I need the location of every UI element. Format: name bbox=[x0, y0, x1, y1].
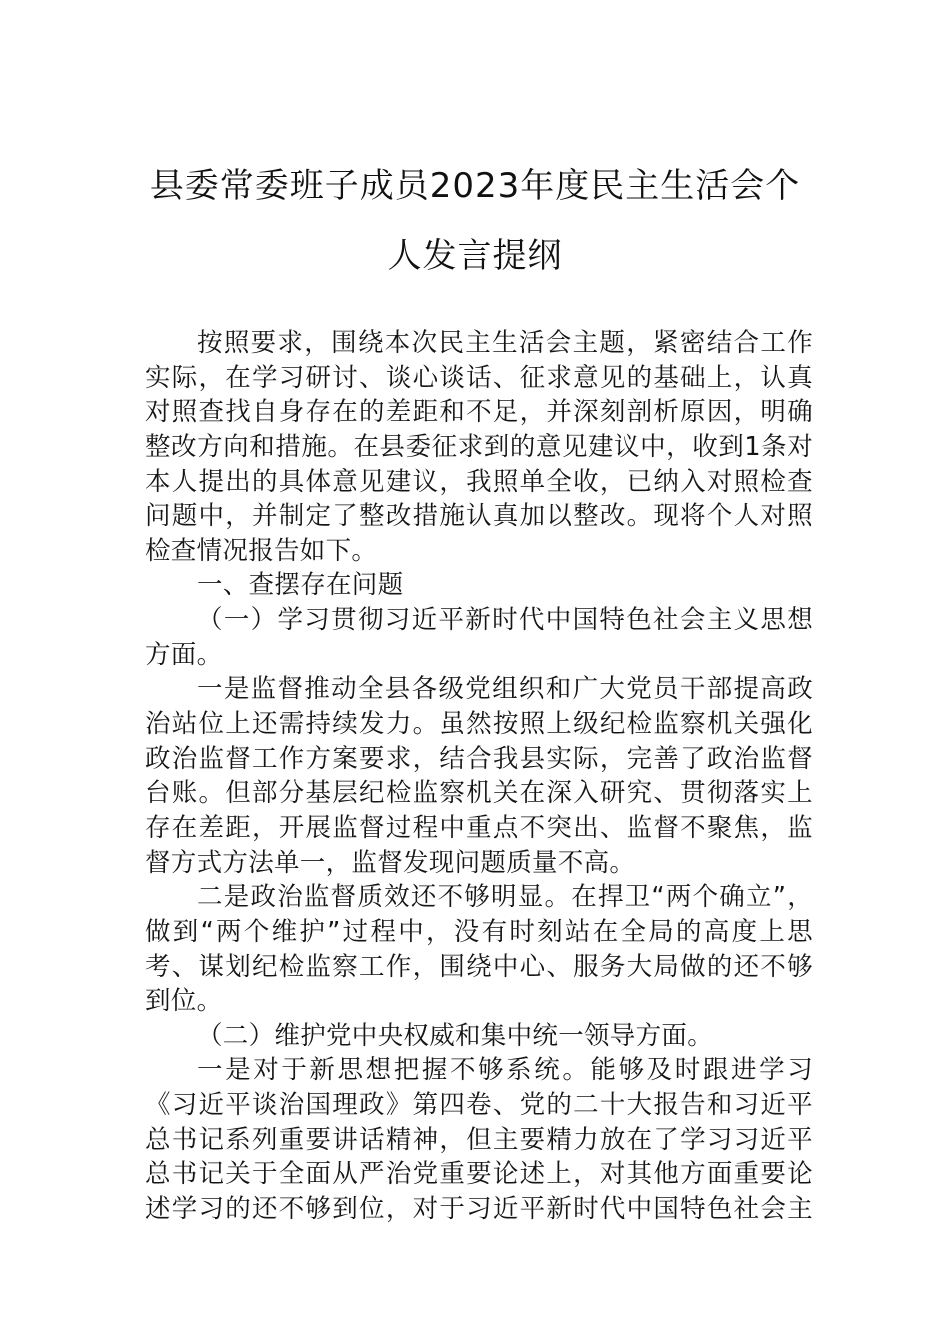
paragraph-line: 本人提出的具体意见建议，我照单全收，已纳入对照检查 bbox=[145, 466, 813, 497]
subsection-heading-line: 方面。 bbox=[145, 639, 223, 670]
paragraph-line: 治站位上还需持续发力。虽然按照上级纪检监察机关强化 bbox=[145, 709, 813, 740]
paragraph-line: 问题中，并制定了整改措施认真加以整改。现将个人对照 bbox=[145, 501, 813, 532]
paragraph-line: 做到“两个维护”过程中，没有时刻站在全局的高度上思 bbox=[145, 916, 813, 947]
subsection-heading-line: （一）学习贯彻习近平新时代中国特色社会主义思想 bbox=[197, 605, 813, 636]
paragraph-line: 总书记系列重要讲话精神，但主要精力放在了学习习近平 bbox=[145, 1124, 813, 1155]
paragraph-line: 一是对于新思想把握不够系统。能够及时跟进学习 bbox=[197, 1055, 813, 1086]
paragraph-line: 二是政治监督质效还不够明显。在捍卫“两个确立”， bbox=[197, 882, 813, 913]
paragraph-line: 按照要求，围绕本次民主生活会主题，紧密结合工作 bbox=[197, 328, 813, 358]
paragraph-line: 整改方向和措施。在县委征求到的意见建议中，收到1条对 bbox=[145, 431, 813, 462]
document-body bbox=[145, 326, 813, 1227]
paragraph-line: 对照查找自身存在的差距和不足，并深刻剖析原因，明确 bbox=[145, 397, 813, 428]
paragraph-line: 一是监督推动全县各级党组织和广大党员干部提高政 bbox=[197, 674, 813, 705]
paragraph-line: 检查情况报告如下。 bbox=[145, 535, 378, 566]
section-heading: 一、查摆存在问题 bbox=[197, 570, 404, 601]
paragraph-line: 政治监督工作方案要求，结合我县实际，完善了政治监督 bbox=[145, 743, 813, 774]
paragraph-line: 台账。但部分基层纪检监察机关在深入研究、贯彻落实上 bbox=[145, 778, 813, 809]
paragraph-line: 考、谋划纪检监察工作，围绕中心、服务大局做的还不够 bbox=[145, 951, 813, 982]
paragraph-line: 述学习的还不够到位，对于习近平新时代中国特色社会主 bbox=[145, 1194, 813, 1225]
paragraph-line: 督方式方法单一，监督发现问题质量不高。 bbox=[145, 847, 636, 878]
subsection-heading: （二）维护党中央权威和集中统一领导方面。 bbox=[197, 1020, 714, 1051]
paragraph-line: 存在差距，开展监督过程中重点不突出、监督不聚焦，监 bbox=[145, 812, 813, 843]
paragraph-line: 《习近平谈治国理政》第四卷、党的二十大报告和习近平 bbox=[145, 1090, 813, 1121]
document-title-line-1: 县委常委班子成员2023年度民主生活会个 bbox=[149, 166, 801, 206]
paragraph-line: 实际，在学习研讨、谈心谈话、征求意见的基础上，认真 bbox=[145, 362, 813, 393]
paragraph-line: 到位。 bbox=[145, 986, 223, 1017]
document-title-line-2: 人发言提纲 bbox=[387, 236, 563, 276]
paragraph-line: 总书记关于全面从严治党重要论述上，对其他方面重要论 bbox=[145, 1159, 813, 1190]
